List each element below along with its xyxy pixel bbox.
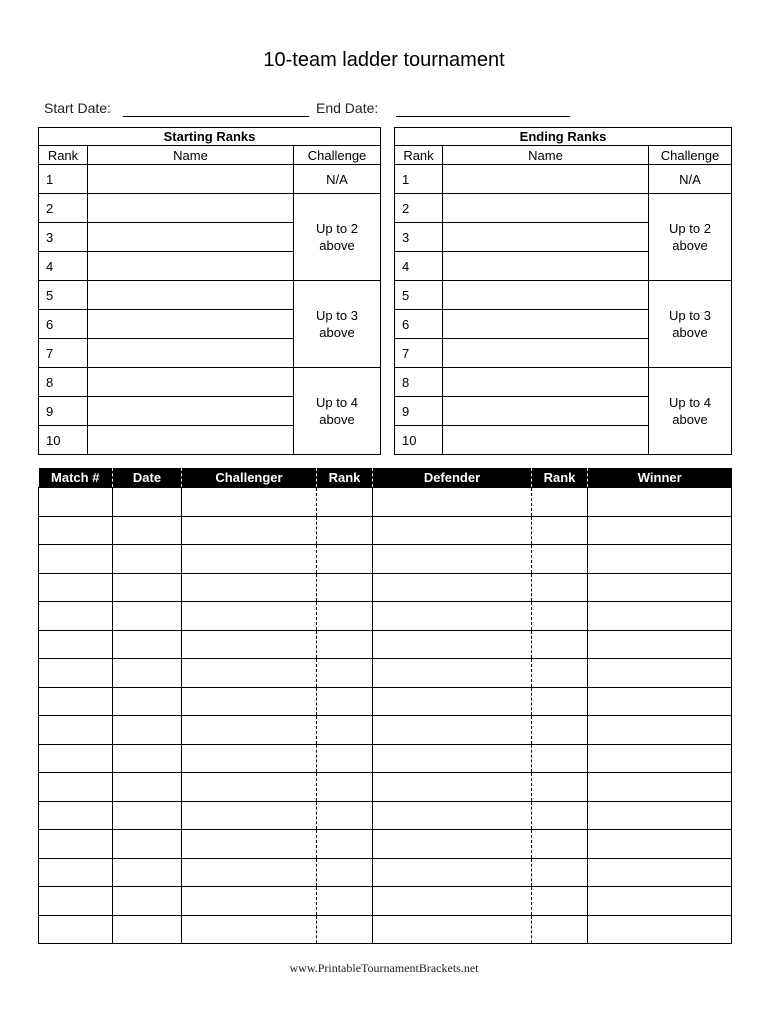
winner-cell[interactable] bbox=[588, 744, 732, 773]
rank-cell: 6 bbox=[395, 310, 443, 339]
rank-header: Rank bbox=[39, 146, 88, 165]
winner-cell[interactable] bbox=[588, 545, 732, 574]
winner-cell[interactable] bbox=[588, 915, 732, 944]
rank-cell: 7 bbox=[39, 339, 88, 368]
challenger-rank-cell[interactable] bbox=[317, 801, 373, 830]
rank-cell: 2 bbox=[395, 194, 443, 223]
match-rows bbox=[39, 488, 732, 944]
challenger-cell[interactable] bbox=[182, 516, 317, 545]
name-cell[interactable] bbox=[443, 310, 649, 339]
challenger-rank-cell[interactable] bbox=[317, 773, 373, 802]
name-cell[interactable] bbox=[443, 223, 649, 252]
match-number-cell[interactable] bbox=[39, 858, 113, 887]
challenger-cell[interactable] bbox=[182, 858, 317, 887]
challenger-rank-cell[interactable] bbox=[317, 887, 373, 916]
table-row bbox=[39, 516, 732, 545]
defender-rank-cell[interactable] bbox=[532, 887, 588, 916]
defender-cell[interactable] bbox=[373, 630, 532, 659]
winner-cell[interactable] bbox=[588, 630, 732, 659]
table-row bbox=[39, 488, 732, 517]
table-row bbox=[39, 687, 732, 716]
name-cell[interactable] bbox=[443, 194, 649, 223]
name-cell[interactable] bbox=[443, 397, 649, 426]
defender-cell[interactable] bbox=[373, 716, 532, 745]
match-number-cell[interactable] bbox=[39, 801, 113, 830]
challenger-rank-header: Rank bbox=[317, 468, 373, 488]
challenge-cell: N/A bbox=[294, 165, 381, 194]
date-cell[interactable] bbox=[113, 773, 182, 802]
match-number-cell[interactable] bbox=[39, 630, 113, 659]
challenger-cell[interactable] bbox=[182, 716, 317, 745]
rank-cell: 4 bbox=[395, 252, 443, 281]
name-cell[interactable] bbox=[88, 339, 294, 368]
challenger-cell[interactable] bbox=[182, 887, 317, 916]
winner-cell[interactable] bbox=[588, 830, 732, 859]
rank-cell: 8 bbox=[395, 368, 443, 397]
defender-cell[interactable] bbox=[373, 801, 532, 830]
end-date-line[interactable] bbox=[396, 116, 570, 117]
page-title: 10-team ladder tournament bbox=[263, 49, 505, 71]
ending-ranks-caption: Ending Ranks bbox=[395, 128, 732, 146]
rank-cell: 2 bbox=[39, 194, 88, 223]
defender-cell[interactable] bbox=[373, 915, 532, 944]
challenge-header: Challenge bbox=[649, 146, 732, 165]
defender-rank-cell[interactable] bbox=[532, 573, 588, 602]
winner-cell[interactable] bbox=[588, 716, 732, 745]
defender-cell[interactable] bbox=[373, 744, 532, 773]
date-cell[interactable] bbox=[113, 830, 182, 859]
match-number-cell[interactable] bbox=[39, 516, 113, 545]
table-row bbox=[39, 887, 732, 916]
defender-cell[interactable] bbox=[373, 659, 532, 688]
winner-cell[interactable] bbox=[588, 858, 732, 887]
challenger-cell[interactable] bbox=[182, 545, 317, 574]
defender-rank-cell[interactable] bbox=[532, 659, 588, 688]
match-number-cell[interactable] bbox=[39, 573, 113, 602]
winner-cell[interactable] bbox=[588, 659, 732, 688]
table-row bbox=[39, 716, 732, 745]
table-row bbox=[39, 915, 732, 944]
challenger-rank-cell[interactable] bbox=[317, 744, 373, 773]
date-cell[interactable] bbox=[113, 630, 182, 659]
date-cell[interactable] bbox=[113, 858, 182, 887]
name-cell[interactable] bbox=[88, 165, 294, 194]
challenger-cell[interactable] bbox=[182, 773, 317, 802]
challenger-header: Challenger bbox=[182, 468, 317, 488]
match-number-cell[interactable] bbox=[39, 744, 113, 773]
challenger-cell[interactable] bbox=[182, 602, 317, 631]
name-header: Name bbox=[443, 146, 649, 165]
defender-rank-cell[interactable] bbox=[532, 744, 588, 773]
rank-header: Rank bbox=[395, 146, 443, 165]
match-number-cell[interactable] bbox=[39, 830, 113, 859]
table-row bbox=[39, 773, 732, 802]
name-cell[interactable] bbox=[443, 368, 649, 397]
rank-cell: 9 bbox=[39, 397, 88, 426]
name-cell[interactable] bbox=[88, 310, 294, 339]
winner-cell[interactable] bbox=[588, 516, 732, 545]
table-row bbox=[39, 545, 732, 574]
rank-cell: 1 bbox=[39, 165, 88, 194]
name-cell[interactable] bbox=[443, 426, 649, 455]
defender-cell[interactable] bbox=[373, 602, 532, 631]
name-cell[interactable] bbox=[443, 281, 649, 310]
winner-cell[interactable] bbox=[588, 887, 732, 916]
name-cell[interactable] bbox=[443, 339, 649, 368]
winner-cell[interactable] bbox=[588, 602, 732, 631]
name-cell[interactable] bbox=[443, 165, 649, 194]
challenger-cell[interactable] bbox=[182, 687, 317, 716]
start-date-label: Start Date: bbox=[44, 100, 111, 116]
challenger-cell[interactable] bbox=[182, 830, 317, 859]
match-number-cell[interactable] bbox=[39, 716, 113, 745]
table-row bbox=[39, 573, 732, 602]
date-cell[interactable] bbox=[113, 602, 182, 631]
defender-rank-cell[interactable] bbox=[532, 630, 588, 659]
rank-cell: 5 bbox=[395, 281, 443, 310]
date-cell[interactable] bbox=[113, 887, 182, 916]
rank-cell: 10 bbox=[39, 426, 88, 455]
table-row bbox=[39, 744, 732, 773]
rank-cell: 6 bbox=[39, 310, 88, 339]
defender-rank-cell[interactable] bbox=[532, 488, 588, 517]
date-cell[interactable] bbox=[113, 659, 182, 688]
defender-rank-cell[interactable] bbox=[532, 801, 588, 830]
starting-ranks-caption: Starting Ranks bbox=[39, 128, 381, 146]
match-header-row bbox=[39, 468, 732, 488]
match-number-cell[interactable] bbox=[39, 915, 113, 944]
starting-ranks-table bbox=[38, 127, 381, 455]
challenge-cell: Up to 4 above bbox=[294, 368, 381, 455]
rank-cell: 9 bbox=[395, 397, 443, 426]
name-cell[interactable] bbox=[88, 281, 294, 310]
name-cell[interactable] bbox=[88, 368, 294, 397]
challenge-cell: N/A bbox=[649, 165, 732, 194]
defender-rank-cell[interactable] bbox=[532, 545, 588, 574]
date-cell[interactable] bbox=[113, 573, 182, 602]
match-number-header: Match # bbox=[39, 468, 113, 488]
challenger-rank-cell[interactable] bbox=[317, 630, 373, 659]
date-cell[interactable] bbox=[113, 516, 182, 545]
challenge-cell: Up to 3 above bbox=[649, 281, 732, 368]
date-cell[interactable] bbox=[113, 488, 182, 517]
defender-rank-cell[interactable] bbox=[532, 858, 588, 887]
match-number-cell[interactable] bbox=[39, 773, 113, 802]
date-cell[interactable] bbox=[113, 801, 182, 830]
date-cell[interactable] bbox=[113, 915, 182, 944]
challenge-header: Challenge bbox=[294, 146, 381, 165]
challenger-cell[interactable] bbox=[182, 573, 317, 602]
challenger-rank-cell[interactable] bbox=[317, 659, 373, 688]
defender-rank-cell[interactable] bbox=[532, 602, 588, 631]
winner-cell[interactable] bbox=[588, 488, 732, 517]
challenger-rank-cell[interactable] bbox=[317, 573, 373, 602]
defender-rank-cell[interactable] bbox=[532, 687, 588, 716]
match-number-cell[interactable] bbox=[39, 602, 113, 631]
footer-url: www.PrintableTournamentBrackets.net bbox=[289, 961, 479, 975]
end-date-label: End Date: bbox=[316, 100, 379, 116]
table-row bbox=[39, 630, 732, 659]
match-number-cell[interactable] bbox=[39, 545, 113, 574]
rank-cell: 4 bbox=[39, 252, 88, 281]
match-table bbox=[38, 468, 732, 944]
challenger-rank-cell[interactable] bbox=[317, 915, 373, 944]
defender-rank-cell[interactable] bbox=[532, 830, 588, 859]
rank-cell: 7 bbox=[395, 339, 443, 368]
challenger-cell[interactable] bbox=[182, 801, 317, 830]
challenger-cell[interactable] bbox=[182, 488, 317, 517]
challenger-rank-cell[interactable] bbox=[317, 602, 373, 631]
match-number-cell[interactable] bbox=[39, 887, 113, 916]
challenger-cell[interactable] bbox=[182, 915, 317, 944]
defender-cell[interactable] bbox=[373, 516, 532, 545]
table-row bbox=[39, 659, 732, 688]
defender-cell[interactable] bbox=[373, 488, 532, 517]
challenger-cell[interactable] bbox=[182, 744, 317, 773]
date-cell[interactable] bbox=[113, 716, 182, 745]
table-row bbox=[39, 858, 732, 887]
challenger-rank-cell[interactable] bbox=[317, 488, 373, 517]
defender-cell[interactable] bbox=[373, 858, 532, 887]
match-number-cell[interactable] bbox=[39, 659, 113, 688]
rank-cell: 1 bbox=[395, 165, 443, 194]
date-header: Date bbox=[113, 468, 182, 488]
name-cell[interactable] bbox=[88, 223, 294, 252]
rank-cell: 5 bbox=[39, 281, 88, 310]
defender-rank-cell[interactable] bbox=[532, 516, 588, 545]
name-cell[interactable] bbox=[88, 252, 294, 281]
challenger-rank-cell[interactable] bbox=[317, 716, 373, 745]
rank-cell: 3 bbox=[39, 223, 88, 252]
defender-rank-cell[interactable] bbox=[532, 716, 588, 745]
rank-cell: 10 bbox=[395, 426, 443, 455]
challenge-cell: Up to 2 above bbox=[294, 194, 381, 281]
challenger-rank-cell[interactable] bbox=[317, 858, 373, 887]
ending-ranks-table bbox=[394, 127, 732, 455]
name-header: Name bbox=[88, 146, 294, 165]
winner-header: Winner bbox=[588, 468, 732, 488]
defender-cell[interactable] bbox=[373, 687, 532, 716]
name-cell[interactable] bbox=[88, 194, 294, 223]
name-cell[interactable] bbox=[88, 397, 294, 426]
challenger-rank-cell[interactable] bbox=[317, 687, 373, 716]
rank-cell: 8 bbox=[39, 368, 88, 397]
defender-rank-cell[interactable] bbox=[532, 915, 588, 944]
name-cell[interactable] bbox=[88, 426, 294, 455]
date-cell[interactable] bbox=[113, 744, 182, 773]
defender-cell[interactable] bbox=[373, 573, 532, 602]
winner-cell[interactable] bbox=[588, 687, 732, 716]
challenge-cell: Up to 4 above bbox=[649, 368, 732, 455]
defender-rank-cell[interactable] bbox=[532, 773, 588, 802]
challenger-rank-cell[interactable] bbox=[317, 516, 373, 545]
challenger-rank-cell[interactable] bbox=[317, 545, 373, 574]
match-number-cell[interactable] bbox=[39, 488, 113, 517]
date-cell[interactable] bbox=[113, 687, 182, 716]
table-row bbox=[39, 801, 732, 830]
challenge-cell: Up to 2 above bbox=[649, 194, 732, 281]
table-row bbox=[39, 830, 732, 859]
date-cell[interactable] bbox=[113, 545, 182, 574]
start-date-line[interactable] bbox=[123, 116, 309, 117]
defender-rank-header: Rank bbox=[532, 468, 588, 488]
defender-cell[interactable] bbox=[373, 545, 532, 574]
challenger-rank-cell[interactable] bbox=[317, 830, 373, 859]
match-number-cell[interactable] bbox=[39, 687, 113, 716]
defender-cell[interactable] bbox=[373, 830, 532, 859]
challenger-cell[interactable] bbox=[182, 659, 317, 688]
defender-cell[interactable] bbox=[373, 773, 532, 802]
challenger-cell[interactable] bbox=[182, 630, 317, 659]
challenge-cell: Up to 3 above bbox=[294, 281, 381, 368]
defender-cell[interactable] bbox=[373, 887, 532, 916]
name-cell[interactable] bbox=[443, 252, 649, 281]
defender-header: Defender bbox=[373, 468, 532, 488]
winner-cell[interactable] bbox=[588, 573, 732, 602]
table-row bbox=[39, 602, 732, 631]
rank-cell: 3 bbox=[395, 223, 443, 252]
winner-cell[interactable] bbox=[588, 801, 732, 830]
winner-cell[interactable] bbox=[588, 773, 732, 802]
